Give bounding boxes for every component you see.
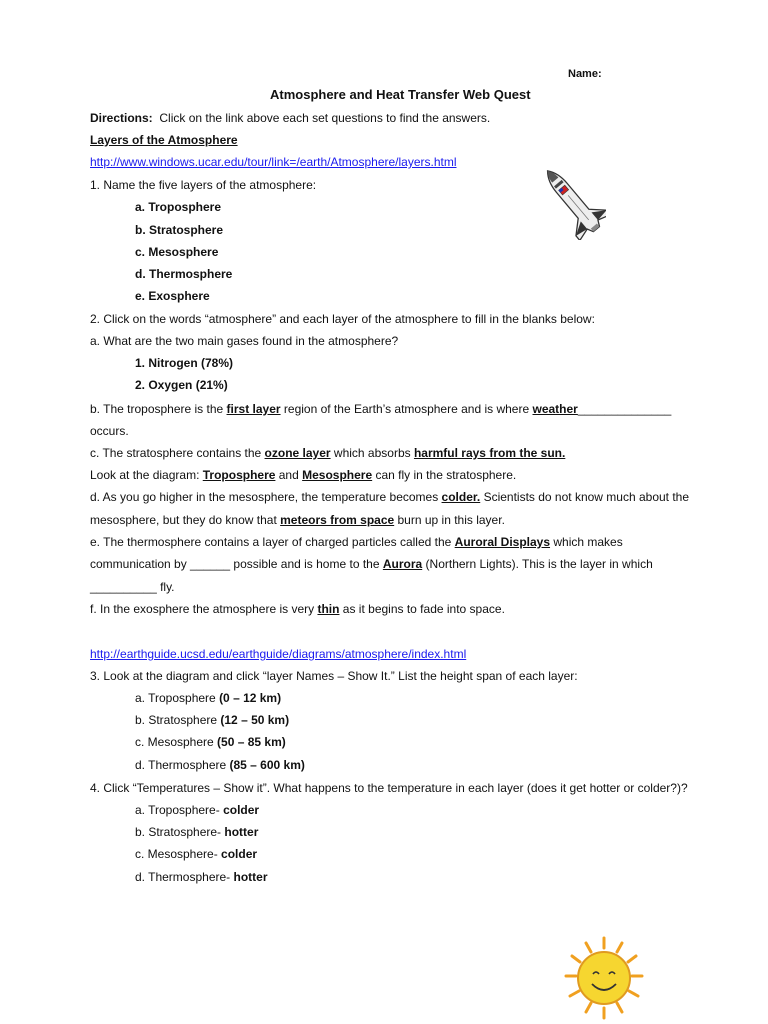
- link-earthguide[interactable]: http://earthguide.ucsd.edu/earthguide/diagrams/atmosphere/index.html: [90, 647, 467, 661]
- q1-answer: e. Exosphere: [135, 289, 210, 303]
- question-2d: d. As you go higher in the mesosphere, the temperature becomes colder. Scientists do not know much about the: [90, 490, 690, 504]
- question-2b: b. The troposphere is the first layer region of the Earth’s atmosphere and is where weather______________: [90, 402, 672, 416]
- answer-ozone-layer: ozone layer: [264, 446, 331, 460]
- directions: [90, 110, 490, 126]
- answer-harmful-rays: harmful rays from the sun.: [413, 446, 566, 460]
- q3-row: c. Mesosphere (50 – 85 km): [135, 735, 286, 749]
- question-2e-end: __________ fly.: [90, 580, 175, 594]
- q1-answer: d. Thermosphere: [135, 267, 233, 281]
- question-2e-cont: communication by ______ possible and is home to the Aurora (Northern Lights). This is the layer in which: [90, 557, 653, 571]
- name-label: Name:: [568, 68, 602, 80]
- q3-row: d. Thermosphere (85 – 600 km): [135, 758, 305, 772]
- question-2-intro: 2. Click on the words “atmosphere” and each layer of the atmosphere to fill in the blanks below:: [90, 312, 595, 326]
- link-windows-ucar[interactable]: http://www.windows.ucar.edu/tour/link=/earth/Atmosphere/layers.html: [90, 155, 457, 169]
- directions-text: Click on the link above each set questions to find the answers.: [159, 111, 491, 125]
- q1-answer: c. Mesosphere: [135, 245, 219, 259]
- answer-meteors: meteors from space: [280, 513, 395, 527]
- q3-row: b. Stratosphere (12 – 50 km): [135, 713, 290, 727]
- question-2c: c. The stratosphere contains the ozone layer which absorbs harmful rays from the sun.: [90, 446, 566, 460]
- question-2d-cont: mesosphere, but they do know that meteors from space burn up in this layer.: [90, 513, 505, 527]
- question-3: 3. Look at the diagram and click “layer Names – Show It.” List the height span of each layer:: [90, 669, 578, 683]
- gas-answer: 2. Oxygen (21%): [135, 378, 228, 392]
- answer-troposphere: Troposphere: [202, 468, 276, 482]
- q1-answer: b. Stratosphere: [135, 223, 224, 237]
- directions-label: Directions:: [90, 111, 153, 125]
- section-heading-layers: Layers of the Atmosphere: [90, 133, 238, 147]
- answer-auroral-displays: Auroral Displays: [454, 535, 551, 549]
- question-2a: a. What are the two main gases found in the atmosphere?: [90, 334, 399, 348]
- question-2e: e. The thermosphere contains a layer of charged particles called the Auroral Displays which makes: [90, 535, 623, 549]
- gas-answer: 1. Nitrogen (78%): [135, 356, 234, 370]
- q4-row: b. Stratosphere- hotter: [135, 825, 259, 839]
- q4-row: a. Troposphere- colder: [135, 803, 260, 817]
- answer-mesosphere: Mesosphere: [302, 468, 373, 482]
- answer-thin: thin: [317, 602, 340, 616]
- question-4: 4. Click “Temperatures – Show it”. What happens to the temperature in each layer (does it get hotter or colder?)?: [90, 781, 688, 795]
- answer-weather: weather: [532, 402, 578, 416]
- answer-colder: colder.: [441, 490, 481, 504]
- question-2b-end: occurs.: [90, 424, 129, 438]
- q4-row: d. Thermosphere- hotter: [135, 870, 268, 884]
- q4-row: c. Mesosphere- colder: [135, 847, 258, 861]
- answer-aurora: Aurora: [382, 557, 423, 571]
- question-2f: f. In the exosphere the atmosphere is very thin as it begins to fade into space.: [90, 602, 505, 616]
- look-at-diagram: Look at the diagram: Troposphere and Mesosphere can fly in the stratosphere.: [90, 468, 517, 482]
- sun-icon: [556, 934, 652, 1024]
- question-1: 1. Name the five layers of the atmosphere:: [90, 178, 317, 192]
- q1-answer: a. Troposphere: [135, 200, 222, 214]
- space-shuttle-icon: [538, 160, 606, 240]
- page-title: Atmosphere and Heat Transfer Web Quest: [270, 87, 531, 102]
- answer-first-layer: first layer: [226, 402, 281, 416]
- q3-row: a. Troposphere (0 – 12 km): [135, 691, 282, 705]
